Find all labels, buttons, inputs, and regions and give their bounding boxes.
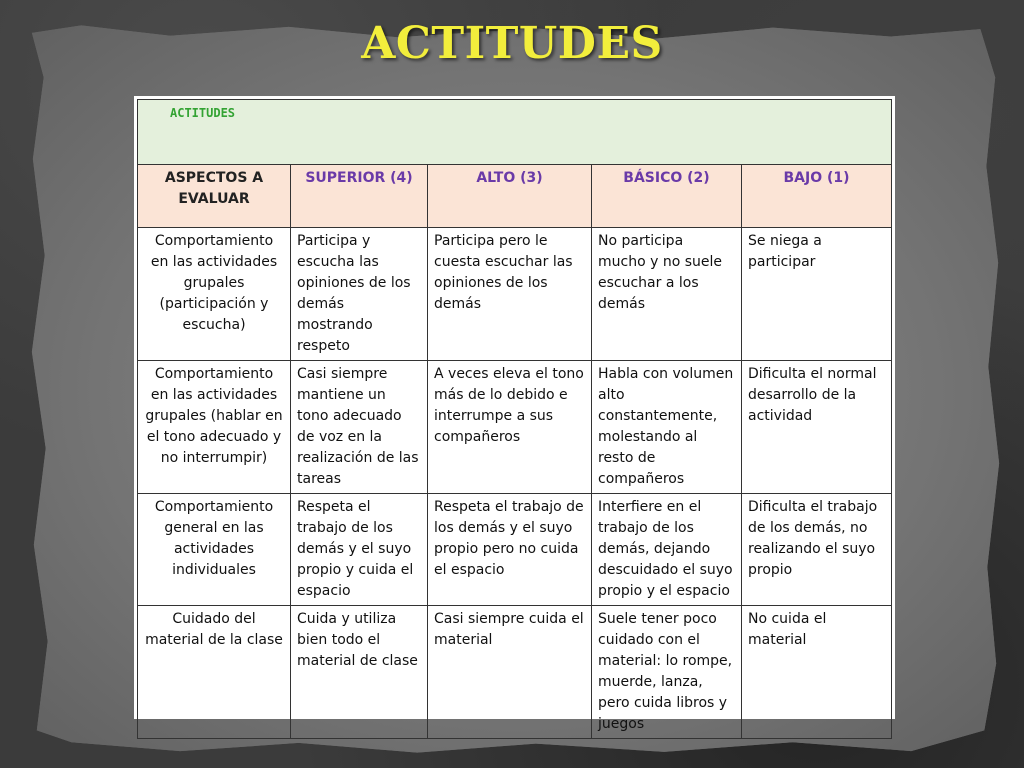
table-row <box>138 494 892 606</box>
table-row <box>138 228 892 361</box>
basico-cell: Interfiere en el trabajo de los demás, dejando descuidado el suyo propio y el espacio <box>592 494 742 606</box>
alto-cell: Casi siempre cuida el material <box>428 606 592 739</box>
alto-cell: A veces eleva el tono más de lo debido e interrumpe a sus compañeros <box>428 361 592 494</box>
bajo-cell: Se niega a participar <box>742 228 892 361</box>
header-basico: BÁSICO (2) <box>592 165 742 228</box>
aspect-cell: Comportamiento en las actividades grupales (hablar en el tono adecuado y no interrumpir) <box>138 361 291 494</box>
superior-cell: Cuida y utiliza bien todo el material de clase <box>291 606 428 739</box>
table-row <box>138 361 892 494</box>
basico-cell: Suele tener poco cuidado con el material: lo rompe, muerde, lanza, pero cuida libros y juegos <box>592 606 742 739</box>
alto-cell: Respeta el trabajo de los demás y el suyo propio pero no cuida el espacio <box>428 494 592 606</box>
bajo-cell: Dificulta el trabajo de los demás, no realizando el suyo propio <box>742 494 892 606</box>
superior-cell: Respeta el trabajo de los demás y el suyo propio y cuida el espacio <box>291 494 428 606</box>
table-title: ACTITUDES <box>138 100 892 165</box>
rubric-table-image <box>134 96 895 732</box>
table-row <box>138 606 892 739</box>
table-header-row <box>138 165 892 228</box>
aspect-cell: Comportamiento en las actividades grupales (participación y escucha) <box>138 228 291 361</box>
rubric-table <box>137 99 892 739</box>
header-alto: ALTO (3) <box>428 165 592 228</box>
superior-cell: Casi siempre mantiene un tono adecuado de voz en la realización de las tareas <box>291 361 428 494</box>
bajo-cell: Dificulta el normal desarrollo de la actividad <box>742 361 892 494</box>
table-title-row <box>138 100 892 165</box>
header-superior: SUPERIOR (4) <box>291 165 428 228</box>
aspect-cell: Cuidado del material de la clase <box>138 606 291 739</box>
bajo-cell: No cuida el material <box>742 606 892 739</box>
header-aspects: ASPECTOS A EVALUAR <box>138 165 291 228</box>
basico-cell: No participa mucho y no suele escuchar a los demás <box>592 228 742 361</box>
header-bajo: BAJO (1) <box>742 165 892 228</box>
aspect-cell: Comportamiento general en las actividades individuales <box>138 494 291 606</box>
alto-cell: Participa pero le cuesta escuchar las opiniones de los demás <box>428 228 592 361</box>
slide-title: ACTITUDES <box>361 18 663 69</box>
superior-cell: Participa y escucha las opiniones de los demás mostrando respeto <box>291 228 428 361</box>
basico-cell: Habla con volumen alto constantemente, molestando al resto de compañeros <box>592 361 742 494</box>
